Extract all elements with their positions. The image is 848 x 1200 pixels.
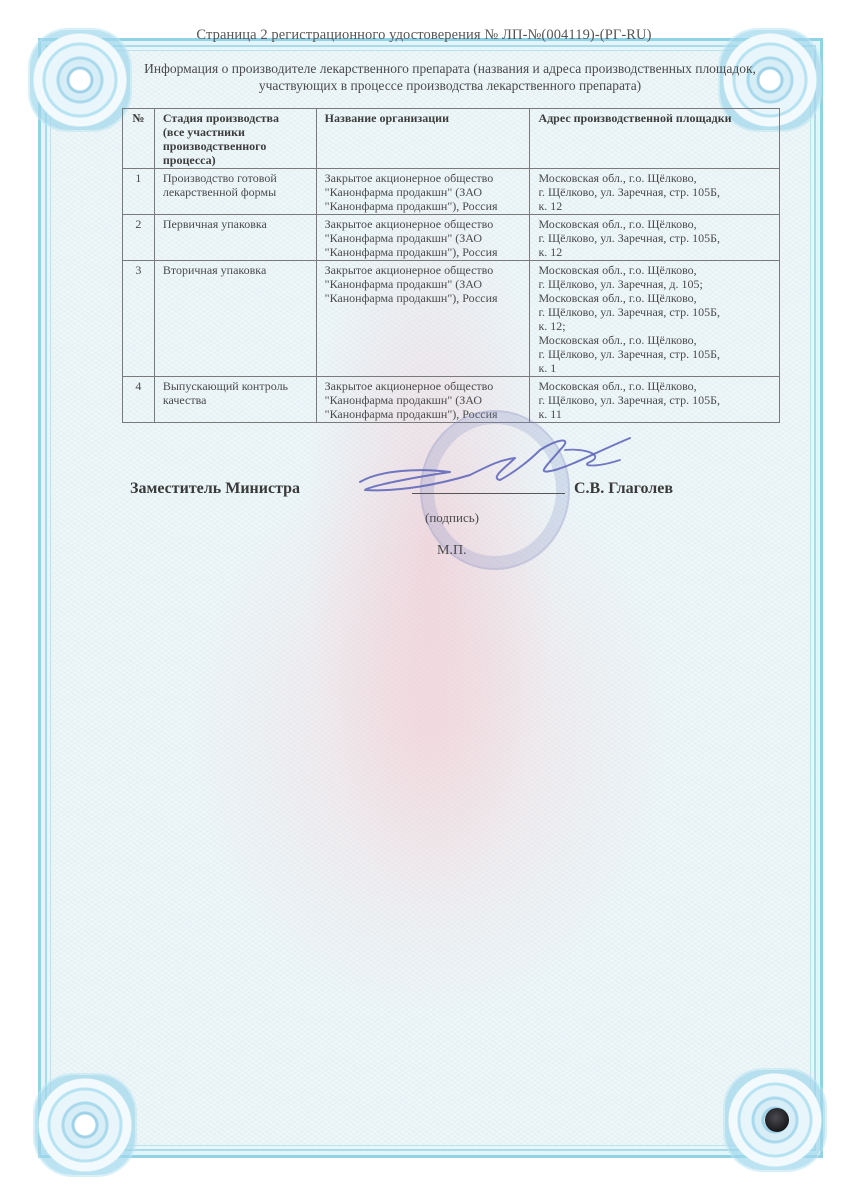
cell-line: Выпускающий контроль bbox=[162, 379, 289, 393]
header-stage-line: процесса) bbox=[162, 153, 216, 167]
cell-line: к. 12; bbox=[538, 319, 566, 333]
header-num: № bbox=[123, 109, 155, 169]
row-address bbox=[530, 377, 780, 423]
row-stage bbox=[154, 169, 316, 215]
signatory-role: Заместитель Министра bbox=[130, 480, 301, 497]
cell-line: Московская обл., г.о. Щёлково, bbox=[538, 217, 697, 231]
cell-line: Московская обл., г.о. Щёлково, bbox=[538, 379, 697, 393]
cell-line: "Канонфарма продакшн"), Россия bbox=[324, 245, 498, 259]
signature-caption: (подпись) bbox=[425, 510, 479, 525]
cell-line: г. Щёлково, ул. Заречная, стр. 105Б, bbox=[538, 305, 720, 319]
cell-line: Московская обл., г.о. Щёлково, bbox=[538, 291, 697, 305]
row-stage bbox=[154, 377, 316, 423]
row-address bbox=[530, 169, 780, 215]
cell-line: "Канонфарма продакшн" (ЗАО bbox=[324, 231, 482, 245]
row-num: 3 bbox=[123, 261, 155, 377]
cell-line: Первичная упаковка bbox=[162, 217, 267, 231]
cell-line: Закрытое акционерное общество bbox=[324, 217, 494, 231]
cell-line: Московская обл., г.о. Щёлково, bbox=[538, 333, 697, 347]
table-row bbox=[123, 377, 780, 423]
seal-label: М.П. bbox=[437, 543, 467, 558]
cell-line: к. 11 bbox=[538, 407, 562, 421]
cell-line: Московская обл., г.о. Щёлково, bbox=[538, 171, 697, 185]
cell-line: Московская обл., г.о. Щёлково, bbox=[538, 263, 697, 277]
row-address bbox=[530, 215, 780, 261]
row-num: 1 bbox=[123, 169, 155, 215]
cell-line: г. Щёлково, ул. Заречная, стр. 105Б, bbox=[538, 347, 720, 361]
header-stage bbox=[154, 109, 316, 169]
signature-line bbox=[412, 493, 565, 494]
header-organization: Название организации bbox=[316, 109, 530, 169]
cell-line: Производство готовой bbox=[162, 171, 277, 185]
row-num: 2 bbox=[123, 215, 155, 261]
cell-line: Закрытое акционерное общество bbox=[324, 171, 494, 185]
cell-line: Закрытое акционерное общество bbox=[324, 263, 494, 277]
subtitle-line: Информация о производителе лекарственного препарата (названия и адреса производственных площадок, bbox=[144, 61, 756, 76]
page-title: Страница 2 регистрационного удостоверения № ЛП-№(004119)-(РГ-RU) bbox=[196, 27, 652, 43]
header-stage-line: Стадия производства bbox=[162, 111, 280, 125]
cell-line: качества bbox=[162, 393, 207, 407]
cell-line: г. Щёлково, ул. Заречная, стр. 105Б, bbox=[538, 231, 720, 245]
table-header-row bbox=[123, 109, 780, 169]
cell-line: лекарственной формы bbox=[162, 185, 277, 199]
cell-line: к. 12 bbox=[538, 199, 563, 213]
cell-line: "Канонфарма продакшн"), Россия bbox=[324, 407, 498, 421]
row-num: 4 bbox=[123, 377, 155, 423]
row-stage bbox=[154, 261, 316, 377]
corner-rosette-icon bbox=[35, 1075, 135, 1175]
table-row bbox=[123, 169, 780, 215]
table-row bbox=[123, 215, 780, 261]
header-stage-line: (все участники bbox=[162, 125, 245, 139]
cell-line: г. Щёлково, ул. Заречная, стр. 105Б, bbox=[538, 393, 720, 407]
punch-hole bbox=[765, 1108, 789, 1132]
cell-line: к. 12 bbox=[538, 245, 563, 259]
row-organization bbox=[316, 169, 530, 215]
row-stage bbox=[154, 215, 316, 261]
cell-line: "Канонфарма продакшн" (ЗАО bbox=[324, 393, 482, 407]
table-row bbox=[123, 261, 780, 377]
row-organization bbox=[316, 261, 530, 377]
cell-line: "Канонфарма продакшн" (ЗАО bbox=[324, 277, 482, 291]
cell-line: "Канонфарма продакшн" (ЗАО bbox=[324, 185, 482, 199]
row-address bbox=[530, 261, 780, 377]
manufacturer-table bbox=[122, 108, 780, 423]
cell-line: г. Щёлково, ул. Заречная, стр. 105Б, bbox=[538, 185, 720, 199]
header-stage-line: производственного bbox=[162, 139, 267, 153]
cell-line: "Канонфарма продакшн"), Россия bbox=[324, 199, 498, 213]
subtitle-line: участвующих в процессе производства лекарственного препарата) bbox=[258, 78, 642, 93]
header-address: Адрес производственной площадки bbox=[530, 109, 780, 169]
signatory-name: С.В. Глаголев bbox=[574, 480, 673, 497]
row-organization bbox=[316, 215, 530, 261]
cell-line: "Канонфарма продакшн"), Россия bbox=[324, 291, 498, 305]
section-subtitle bbox=[110, 60, 790, 94]
cell-line: Вторичная упаковка bbox=[162, 263, 267, 277]
cell-line: к. 1 bbox=[538, 361, 557, 375]
cell-line: г. Щёлково, ул. Заречная, д. 105; bbox=[538, 277, 703, 291]
cell-line: Закрытое акционерное общество bbox=[324, 379, 494, 393]
